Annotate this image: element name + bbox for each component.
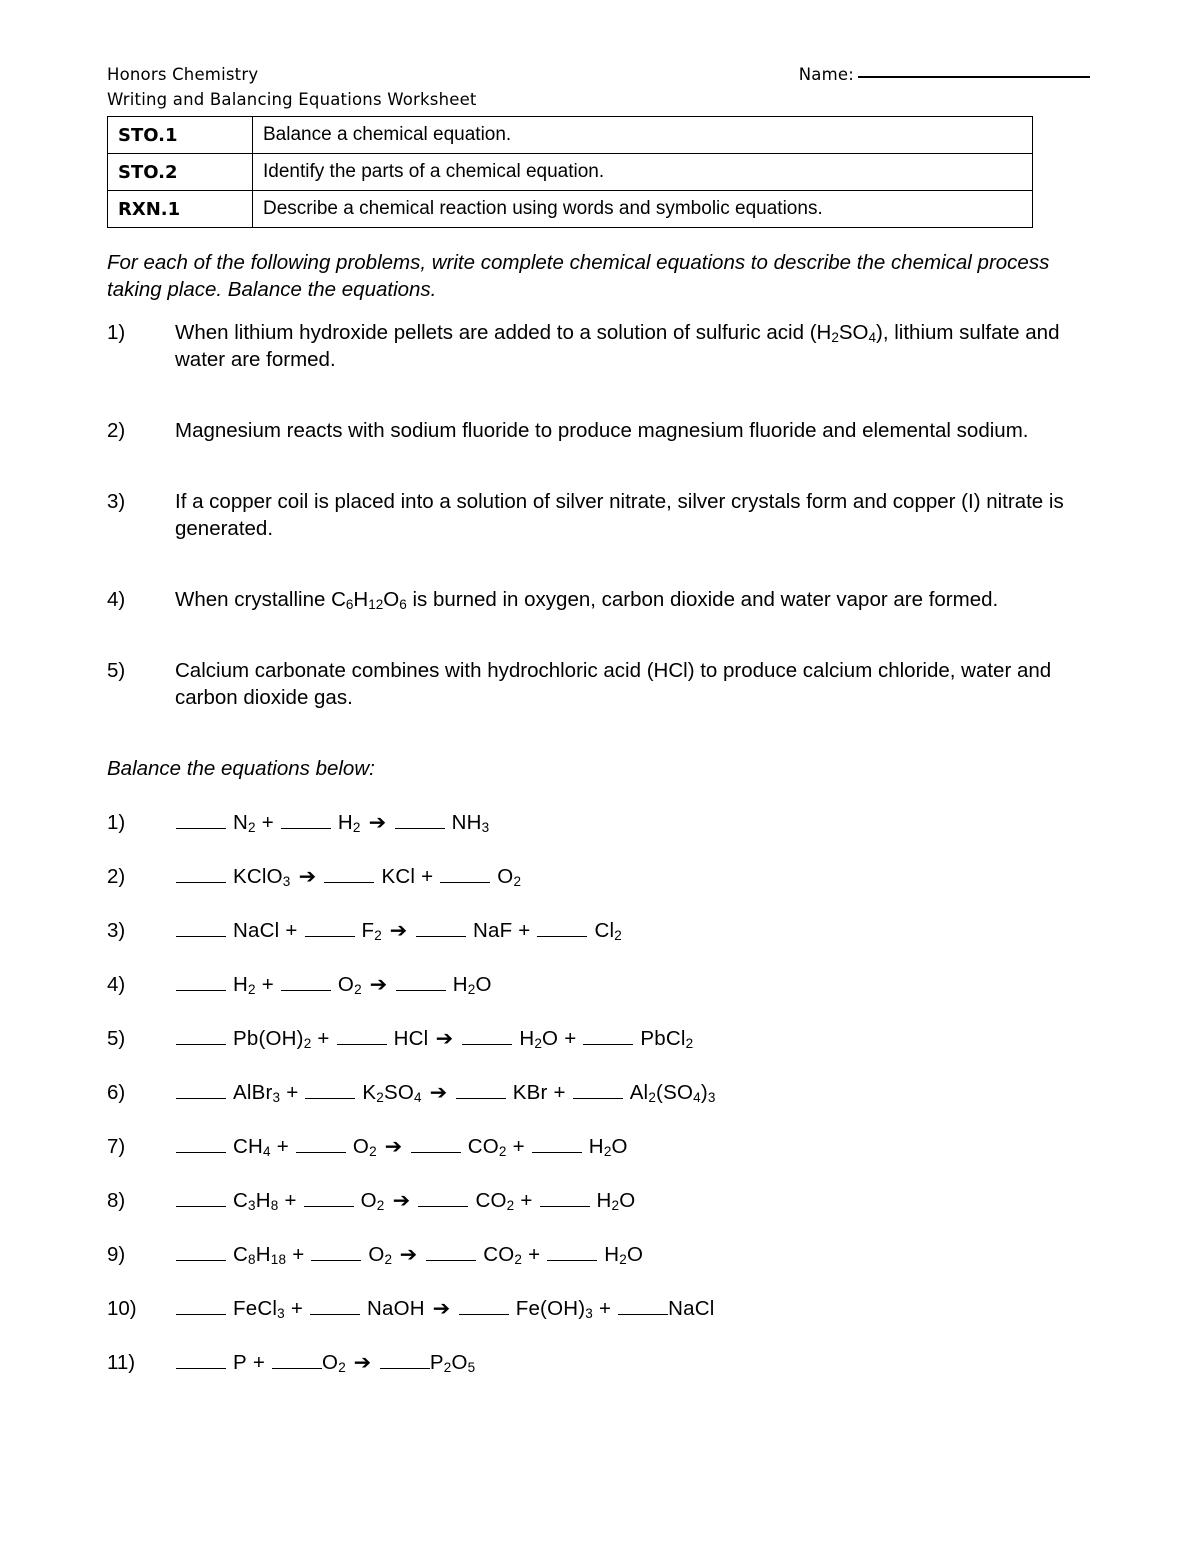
coefficient-blank[interactable] <box>305 1082 355 1099</box>
coefficient-blank[interactable] <box>537 920 587 937</box>
subscript: 4 <box>263 1144 271 1160</box>
subscript: 3 <box>707 1090 716 1106</box>
subscript: 4 <box>868 330 877 346</box>
subscript: 3 <box>481 820 490 836</box>
subscript: 2 <box>338 1360 346 1376</box>
word-problem-2 <box>107 417 1100 444</box>
instructions-paragraph: For each of the following problems, write complete chemical equations to describe the chemical process taking place. Balance the equations. <box>107 251 1050 301</box>
coefficient-blank[interactable] <box>176 974 226 991</box>
equation-number: 11) <box>107 1351 136 1374</box>
coefficient-blank[interactable] <box>411 1136 461 1153</box>
coefficient-blank[interactable] <box>416 920 466 937</box>
problem-text-part: O <box>383 588 400 611</box>
subscript: 2 <box>443 1360 452 1376</box>
equation-number: 9) <box>107 1243 126 1266</box>
standard-code: STO.1 <box>108 117 253 154</box>
coefficient-blank[interactable] <box>176 866 226 883</box>
problem-text-part: H <box>353 588 369 611</box>
standard-code: STO.2 <box>108 154 253 191</box>
coefficient-blank[interactable] <box>176 1082 226 1099</box>
equation-expression[interactable]: FeCl$_3$ + NaOH ➔ $Fe(OH)_3$ + NaCl <box>175 1295 715 1322</box>
balance-equation-8 <box>107 1187 1100 1241</box>
problem-text: If a copper coil is placed into a solution of silver nitrate, silver crystals form and copper (I) nitrate is generated. <box>175 490 1064 540</box>
coefficient-blank[interactable] <box>456 1082 506 1099</box>
subscript: 2 <box>384 1252 393 1268</box>
page-header <box>107 62 1100 87</box>
coefficient-blank[interactable] <box>618 1298 668 1315</box>
coefficient-blank[interactable] <box>395 812 445 829</box>
subscript: 2 <box>303 1036 312 1052</box>
equation-number: 10) <box>107 1297 137 1320</box>
subscript: 8 <box>248 1252 256 1268</box>
problem-text-part: When lithium hydroxide pellets are added to a solution of sulfuric acid (H <box>175 321 832 344</box>
reaction-arrow-icon: ➔ <box>429 1080 448 1104</box>
reaction-arrow-icon: ➔ <box>384 1134 403 1158</box>
balance-equation-1 <box>107 809 1100 863</box>
coefficient-blank[interactable] <box>583 1028 633 1045</box>
subscript: 2 <box>352 820 361 836</box>
equation-expression[interactable]: $C_3H_8 + O_2$ ➔ $CO_2 + H_2O$ <box>175 1187 635 1214</box>
subscript: 2 <box>831 330 839 346</box>
table-row <box>108 191 1033 228</box>
subscript: 2 <box>534 1036 543 1052</box>
coefficient-blank[interactable] <box>573 1082 623 1099</box>
reaction-arrow-icon: ➔ <box>369 972 388 996</box>
coefficient-blank[interactable] <box>281 974 331 991</box>
coefficient-blank[interactable] <box>337 1028 387 1045</box>
subscript: 3 <box>272 1090 281 1106</box>
standard-description: Identify the parts of a chemical equation. <box>253 154 1033 191</box>
word-problem-1 <box>107 319 1100 373</box>
balance-equation-9 <box>107 1241 1100 1295</box>
coefficient-blank[interactable] <box>296 1136 346 1153</box>
reaction-arrow-icon: ➔ <box>368 810 387 834</box>
equation-number: 7) <box>107 1135 126 1158</box>
problem-text: Magnesium reacts with sodium fluoride to produce magnesium fluoride and elemental sodium. <box>175 419 1029 442</box>
subscript: 2 <box>354 982 362 998</box>
subscript: 2 <box>648 1090 657 1106</box>
reaction-arrow-icon: ➔ <box>298 864 316 888</box>
equation-number: 4) <box>107 973 126 996</box>
coefficient-blank[interactable] <box>440 866 490 883</box>
coefficient-blank[interactable] <box>176 812 226 829</box>
reaction-arrow-icon: ➔ <box>353 1350 372 1374</box>
coefficient-blank[interactable] <box>176 920 226 937</box>
word-problem-list <box>107 319 1100 711</box>
equation-number: 5) <box>107 1027 126 1050</box>
name-field-group <box>799 62 1090 87</box>
standard-description: Describe a chemical reaction using words and symbolic equations. <box>253 191 1033 228</box>
subscript: 2 <box>685 1036 694 1052</box>
equation-expression[interactable]: $C_8H_{18} + O_2$ ➔ $CO_2 + H_2O$ <box>175 1241 643 1268</box>
coefficient-blank[interactable] <box>176 1190 226 1207</box>
equation-expression[interactable]: KClO$_3$ ➔ KCl + $O_2$ <box>175 863 521 890</box>
coefficient-blank[interactable] <box>310 1298 360 1315</box>
coefficient-blank[interactable] <box>311 1244 361 1261</box>
coefficient-blank[interactable] <box>324 866 374 883</box>
equation-number: 2) <box>107 865 126 888</box>
balance-equation-3 <box>107 917 1100 971</box>
problem-text <box>175 586 1100 613</box>
subscript: 2 <box>619 1252 627 1268</box>
subscript: 8 <box>270 1198 279 1214</box>
coefficient-blank[interactable] <box>176 1136 226 1153</box>
worksheet-title: Writing and Balancing Equations Worksheet <box>107 90 477 109</box>
equation-number: 8) <box>107 1189 126 1212</box>
problem-number: 3) <box>107 490 126 513</box>
problem-number: 2) <box>107 419 126 442</box>
balance-equation-6 <box>107 1079 1100 1133</box>
name-label: Name: <box>798 65 854 84</box>
reaction-arrow-icon: ➔ <box>389 918 408 942</box>
equation-number: 3) <box>107 919 126 942</box>
subscript: 18 <box>270 1252 287 1268</box>
subscript: 2 <box>611 1198 620 1214</box>
coefficient-blank[interactable] <box>176 1028 226 1045</box>
subscript: 2 <box>248 820 256 836</box>
subscript: 3 <box>585 1306 593 1322</box>
coefficient-blank[interactable] <box>532 1136 582 1153</box>
subscript: 2 <box>374 928 382 944</box>
table-row <box>108 154 1033 191</box>
subscript: 2 <box>498 1144 507 1160</box>
problem-number: 1) <box>107 321 126 344</box>
balance-equation-2 <box>107 863 1100 917</box>
equation-expression[interactable]: $H_2 + O_2$ ➔ $H_2O$ <box>175 971 492 998</box>
standards-table <box>107 116 1033 228</box>
subscript: 12 <box>368 597 384 613</box>
balance-equation-list <box>107 809 1100 1403</box>
problem-number: 4) <box>107 588 126 611</box>
equation-expression[interactable]: $Pb(OH)_2$ + HCl ➔ $H_2O$ + PbCl$_2$ <box>175 1025 693 1052</box>
coefficient-blank[interactable] <box>176 1244 226 1261</box>
subscript: 2 <box>376 1198 385 1214</box>
equation-expression[interactable]: $P + O_2$ ➔ $P_2O_5$ <box>175 1349 475 1376</box>
problem-text-part: is burned in oxygen, carbon dioxide and water vapor are formed. <box>406 588 999 611</box>
subscript: 5 <box>467 1360 476 1376</box>
subscript: 2 <box>513 874 522 890</box>
equation-expression[interactable]: $N_2 + H_2$ ➔ $NH_3$ <box>175 809 489 836</box>
subscript: 6 <box>345 597 354 613</box>
coefficient-blank[interactable] <box>540 1190 590 1207</box>
problem-text-part: When crystalline C <box>175 588 346 611</box>
coefficient-blank[interactable] <box>418 1190 468 1207</box>
word-problem-4 <box>107 586 1100 613</box>
balance-section-heading: Balance the equations below: <box>107 757 375 780</box>
balance-equation-7 <box>107 1133 1100 1187</box>
problem-text <box>175 319 1100 373</box>
problem-text-part: ), lithium sulfate and water are formed. <box>175 321 1060 371</box>
reaction-arrow-icon: ➔ <box>399 1242 418 1266</box>
coefficient-blank[interactable] <box>547 1244 597 1261</box>
coefficient-blank[interactable] <box>176 1298 226 1315</box>
subscript: 2 <box>514 1252 523 1268</box>
coefficient-blank[interactable] <box>462 1028 512 1045</box>
equation-expression[interactable]: AlBr$_3$ + $K_2SO_4$ ➔ KBr + $Al_2(SO_4)_3$ <box>175 1079 716 1106</box>
subscript: 3 <box>277 1306 285 1322</box>
coefficient-blank[interactable] <box>426 1244 476 1261</box>
subscript: 2 <box>614 928 622 944</box>
coefficient-blank[interactable] <box>380 1352 430 1369</box>
balance-equation-10 <box>107 1295 1100 1349</box>
name-input-line[interactable] <box>858 76 1090 78</box>
coefficient-blank[interactable] <box>176 1352 226 1369</box>
coefficient-blank[interactable] <box>272 1352 322 1369</box>
coefficient-blank[interactable] <box>304 1190 354 1207</box>
balance-equation-5 <box>107 1025 1100 1079</box>
subscript: 2 <box>603 1144 612 1160</box>
subscript: 2 <box>248 982 256 998</box>
coefficient-blank[interactable] <box>305 920 355 937</box>
equation-expression[interactable]: $CH_4 + O_2$ ➔ $CO_2 + H_2O$ <box>175 1133 628 1160</box>
equation-expression[interactable]: NaCl + $F_2$ ➔ NaF + $Cl_2$ <box>175 917 622 944</box>
coefficient-blank[interactable] <box>396 974 446 991</box>
subscript: 2 <box>369 1144 377 1160</box>
subscript: 2 <box>467 982 476 998</box>
problem-number: 5) <box>107 659 126 682</box>
problem-text: Calcium carbonate combines with hydrochloric acid (HCl) to produce calcium chloride, water and carbon dioxide gas. <box>175 659 1052 709</box>
subscript: 4 <box>414 1090 422 1106</box>
reaction-arrow-icon: ➔ <box>435 1026 454 1050</box>
subscript: 3 <box>282 874 291 890</box>
subscript: 6 <box>399 597 407 613</box>
balance-equation-4 <box>107 971 1100 1025</box>
coefficient-blank[interactable] <box>281 812 331 829</box>
coefficient-blank[interactable] <box>459 1298 509 1315</box>
balance-equation-11 <box>107 1349 1100 1403</box>
subscript: 2 <box>376 1090 385 1106</box>
word-problem-3 <box>107 488 1100 542</box>
word-problem-5 <box>107 657 1100 711</box>
table-row <box>108 117 1033 154</box>
course-name: Honors Chemistry <box>107 65 259 84</box>
reaction-arrow-icon: ➔ <box>392 1188 410 1212</box>
equation-number: 6) <box>107 1081 126 1104</box>
subscript: 3 <box>248 1198 256 1214</box>
subscript: 2 <box>506 1198 515 1214</box>
standard-code: RXN.1 <box>108 191 253 228</box>
problem-text-part: SO <box>838 321 869 344</box>
standard-description: Balance a chemical equation. <box>253 117 1033 154</box>
reaction-arrow-icon: ➔ <box>432 1296 451 1320</box>
equation-number: 1) <box>107 811 126 834</box>
subscript: 4 <box>693 1090 701 1106</box>
